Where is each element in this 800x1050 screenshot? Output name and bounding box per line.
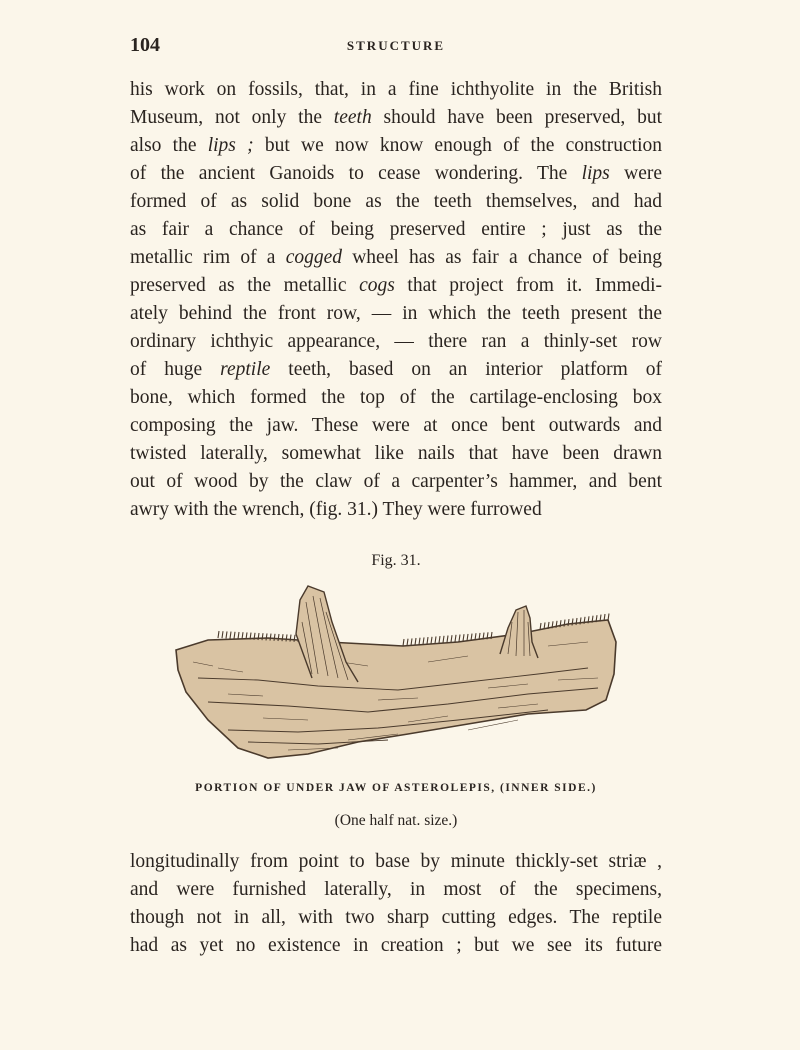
text-run: preserved as the metallic [130, 275, 360, 296]
italic-text: lips [581, 163, 610, 184]
text-line [130, 76, 662, 104]
text-run: formed of as solid bone as the teeth themselves, and had [130, 191, 662, 212]
text-run: had as yet no existence in creation ; but we see its future [130, 935, 662, 956]
text-run: bone, which formed the top of the cartilage-enclosing box [130, 387, 662, 408]
italic-text: cogs [359, 275, 395, 296]
text-run: composing the jaw. These were at once bent outwards and [130, 415, 662, 436]
text-line [130, 932, 662, 960]
text-run: Museum, not only the [130, 107, 334, 128]
figure-caption: PORTION OF UNDER JAW OF ASTEROLEPIS, (INNER SIDE.) [195, 782, 597, 794]
text-line [130, 160, 662, 188]
text-line [130, 216, 662, 244]
text-run: as fair a chance of being preserved entire ; just as the [130, 219, 662, 240]
text-run: his work on fossils, that, in a fine ichthyolite in the British [130, 79, 662, 100]
text-run: that project from it. Immedi- [394, 275, 662, 296]
text-line [130, 356, 662, 384]
page-number: 104 [130, 34, 160, 56]
text-run: of the ancient Ganoids to cease wondering. The [130, 163, 582, 184]
text-line [130, 904, 662, 932]
text-line [130, 104, 662, 132]
body-paragraph-1 [130, 76, 662, 524]
text-run: out of wood by the claw of a carpenter’s hammer, and bent [130, 471, 662, 492]
text-line [130, 132, 662, 160]
text-line [130, 412, 662, 440]
text-run: awry with the wrench, (fig. 31.) They were furrowed [130, 499, 542, 520]
running-head [130, 34, 662, 58]
text-line [130, 384, 662, 412]
text-line [130, 496, 662, 524]
text-run: ordinary ichthyic appearance, — there ran a thinly-set row [130, 331, 662, 352]
text-run: twisted laterally, somewhat like nails that have been drawn [130, 443, 662, 464]
text-run: of huge [130, 359, 221, 380]
italic-text: teeth [333, 107, 372, 128]
text-run: but we now know enough of the construction [253, 135, 663, 156]
figure-label: Fig. 31. [371, 552, 421, 569]
text-run: and were furnished laterally, in most of the specimens, [130, 879, 662, 900]
text-line [130, 440, 662, 468]
running-title: STRUCTURE [346, 38, 446, 53]
italic-text: cogged [285, 247, 342, 268]
text-run: metallic rim of a [130, 247, 286, 268]
italic-text: reptile [220, 359, 271, 380]
text-run: ately behind the front row, — in which the teeth present the [130, 303, 662, 324]
body-paragraph-2 [130, 848, 662, 960]
text-line [130, 272, 662, 300]
text-run: wheel has as fair a chance of being [342, 247, 662, 268]
text-run: longitudinally from point to base by minute thickly-set striæ , [130, 851, 662, 872]
jaw-fossil-illustration [168, 582, 623, 767]
text-run: though not in all, with two sharp cutting edges. The reptile [130, 907, 662, 928]
text-line [130, 876, 662, 904]
text-line [130, 188, 662, 216]
figure-subcaption: (One half nat. size.) [334, 812, 458, 829]
text-line [130, 244, 662, 272]
italic-text: lips ; [207, 135, 254, 156]
text-run: teeth, based on an interior platform of [270, 359, 662, 380]
text-run: also the [130, 135, 208, 156]
text-run: should have been preserved, but [371, 107, 662, 128]
text-run: were [609, 163, 662, 184]
text-line [130, 848, 662, 876]
text-line [130, 468, 662, 496]
text-line [130, 328, 662, 356]
text-line [130, 300, 662, 328]
